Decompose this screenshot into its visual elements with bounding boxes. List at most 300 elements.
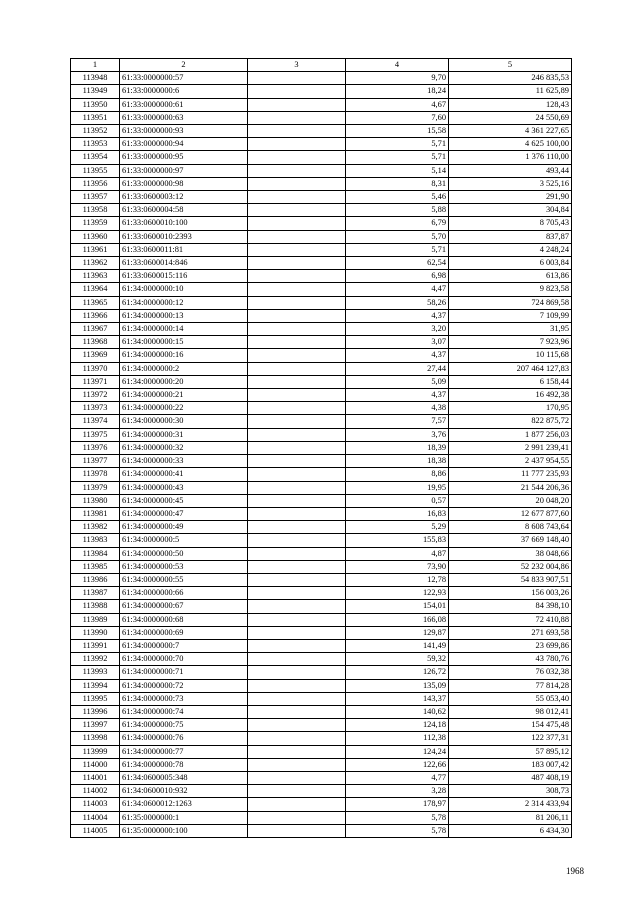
table-row <box>71 521 572 534</box>
table-cell-col-3 <box>248 415 346 428</box>
table-cell-col-3 <box>248 191 346 204</box>
table-cell-col-5: 1 877 256,03 <box>449 428 572 441</box>
table-cell-col-1: 113951 <box>71 111 120 124</box>
table-cell-col-2: 61:34:0000000:69 <box>120 626 248 639</box>
table-cell-col-3 <box>248 204 346 217</box>
table-cell-col-2: 61:34:0000000:70 <box>120 653 248 666</box>
table-cell-col-5: 16 492,38 <box>449 389 572 402</box>
table-cell-col-2: 61:34:0000000:22 <box>120 402 248 415</box>
header-col-2: 2 <box>120 59 248 72</box>
table-cell-col-3 <box>248 587 346 600</box>
table-cell-col-2: 61:33:0600010:2393 <box>120 230 248 243</box>
table-cell-col-2: 61:34:0000000:13 <box>120 309 248 322</box>
table-cell-col-4: 124,24 <box>346 745 449 758</box>
table-cell-col-1: 113948 <box>71 72 120 85</box>
table-cell-col-5: 37 669 148,40 <box>449 534 572 547</box>
table-cell-col-4: 3,76 <box>346 428 449 441</box>
table-cell-col-2: 61:34:0000000:43 <box>120 481 248 494</box>
table-cell-col-1: 113971 <box>71 375 120 388</box>
table-cell-col-2: 61:34:0000000:76 <box>120 732 248 745</box>
table-row <box>71 243 572 256</box>
table-cell-col-2: 61:34:0000000:53 <box>120 560 248 573</box>
table-cell-col-4: 5,71 <box>346 243 449 256</box>
table-cell-col-2: 61:34:0000000:20 <box>120 375 248 388</box>
table-cell-col-1: 113994 <box>71 679 120 692</box>
table-cell-col-3 <box>248 666 346 679</box>
table-row <box>71 230 572 243</box>
table-cell-col-4: 9,70 <box>346 72 449 85</box>
table-cell-col-4: 5,14 <box>346 164 449 177</box>
table-cell-col-1: 113995 <box>71 692 120 705</box>
table-cell-col-3 <box>248 507 346 520</box>
table-cell-col-4: 4,47 <box>346 283 449 296</box>
table-cell-col-5: 183 007,42 <box>449 758 572 771</box>
table-cell-col-5: 8 608 743,64 <box>449 521 572 534</box>
table-cell-col-5: 837,87 <box>449 230 572 243</box>
table-cell-col-1: 114002 <box>71 785 120 798</box>
table-cell-col-1: 114005 <box>71 824 120 837</box>
table-cell-col-2: 61:35:0000000:100 <box>120 824 248 837</box>
table-cell-col-1: 113966 <box>71 309 120 322</box>
table-cell-col-5: 724 869,58 <box>449 296 572 309</box>
table-cell-col-4: 18,39 <box>346 441 449 454</box>
table-cell-col-5: 4 248,24 <box>449 243 572 256</box>
table-cell-col-1: 113989 <box>71 613 120 626</box>
table-cell-col-1: 113990 <box>71 626 120 639</box>
table-cell-col-1: 113988 <box>71 600 120 613</box>
table-cell-col-2: 61:34:0000000:72 <box>120 679 248 692</box>
table-cell-col-5: 23 699,86 <box>449 639 572 652</box>
table-row <box>71 587 572 600</box>
table-row <box>71 362 572 375</box>
table-cell-col-3 <box>248 283 346 296</box>
table-cell-col-1: 113957 <box>71 191 120 204</box>
table-cell-col-4: 4,77 <box>346 771 449 784</box>
table-cell-col-3 <box>248 428 346 441</box>
table-cell-col-1: 113975 <box>71 428 120 441</box>
table-cell-col-5: 52 232 004,86 <box>449 560 572 573</box>
table-cell-col-3 <box>248 468 346 481</box>
table-cell-col-5: 613,86 <box>449 270 572 283</box>
table-cell-col-1: 113963 <box>71 270 120 283</box>
table-cell-col-4: 18,24 <box>346 85 449 98</box>
table-cell-col-5: 4 361 227,65 <box>449 125 572 138</box>
table-cell-col-1: 114001 <box>71 771 120 784</box>
table-row <box>71 191 572 204</box>
table-row <box>71 679 572 692</box>
table-row <box>71 481 572 494</box>
table-cell-col-1: 113965 <box>71 296 120 309</box>
table-cell-col-2: 61:33:0000000:97 <box>120 164 248 177</box>
table-cell-col-4: 73,90 <box>346 560 449 573</box>
table-cell-col-3 <box>248 138 346 151</box>
table-row <box>71 257 572 270</box>
table-cell-col-4: 126,72 <box>346 666 449 679</box>
table-cell-col-2: 61:34:0000000:45 <box>120 494 248 507</box>
table-cell-col-2: 61:34:0000000:66 <box>120 587 248 600</box>
table-cell-col-5: 12 677 877,60 <box>449 507 572 520</box>
table-cell-col-1: 113983 <box>71 534 120 547</box>
table-cell-col-2: 61:33:0000000:61 <box>120 98 248 111</box>
table-cell-col-2: 61:34:0000000:41 <box>120 468 248 481</box>
table-cell-col-3 <box>248 164 346 177</box>
table-cell-col-4: 135,09 <box>346 679 449 692</box>
table-cell-col-2: 61:34:0000000:33 <box>120 455 248 468</box>
table-cell-col-1: 113953 <box>71 138 120 151</box>
table-cell-col-2: 61:34:0000000:32 <box>120 441 248 454</box>
table-cell-col-3 <box>248 455 346 468</box>
table-cell-col-3 <box>248 375 346 388</box>
table-cell-col-4: 5,78 <box>346 824 449 837</box>
table-cell-col-3 <box>248 560 346 573</box>
table-cell-col-4: 16,83 <box>346 507 449 520</box>
table-cell-col-5: 308,73 <box>449 785 572 798</box>
table-row <box>71 534 572 547</box>
table-cell-col-1: 113956 <box>71 177 120 190</box>
table-cell-col-5: 8 705,43 <box>449 217 572 230</box>
table-cell-col-1: 113979 <box>71 481 120 494</box>
table-cell-col-3 <box>248 72 346 85</box>
table-cell-col-1: 113993 <box>71 666 120 679</box>
table-cell-col-4: 4,37 <box>346 389 449 402</box>
table-cell-col-5: 2 314 433,94 <box>449 798 572 811</box>
table-cell-col-3 <box>248 785 346 798</box>
table-cell-col-1: 113955 <box>71 164 120 177</box>
table-cell-col-3 <box>248 323 346 336</box>
table-cell-col-2: 61:34:0000000:30 <box>120 415 248 428</box>
table-cell-col-2: 61:33:0000000:95 <box>120 151 248 164</box>
table-cell-col-2: 61:35:0000000:1 <box>120 811 248 824</box>
table-cell-col-3 <box>248 798 346 811</box>
table-cell-col-2: 61:34:0600012:1263 <box>120 798 248 811</box>
table-cell-col-1: 113980 <box>71 494 120 507</box>
header-row <box>71 59 572 72</box>
table-cell-col-3 <box>248 389 346 402</box>
table-cell-col-3 <box>248 296 346 309</box>
table-cell-col-1: 113986 <box>71 573 120 586</box>
table-cell-col-2: 61:33:0000000:93 <box>120 125 248 138</box>
table-cell-col-4: 5,78 <box>346 811 449 824</box>
table-cell-col-5: 271 693,58 <box>449 626 572 639</box>
table-row <box>71 164 572 177</box>
table-cell-col-2: 61:34:0000000:31 <box>120 428 248 441</box>
table-row <box>71 270 572 283</box>
table-cell-col-4: 5,29 <box>346 521 449 534</box>
table-cell-col-3 <box>248 85 346 98</box>
table-row <box>71 798 572 811</box>
table-row <box>71 151 572 164</box>
table-cell-col-5: 11 625,89 <box>449 85 572 98</box>
header-col-1: 1 <box>71 59 120 72</box>
table-cell-col-4: 122,93 <box>346 587 449 600</box>
table-row <box>71 85 572 98</box>
table-cell-col-5: 6 158,44 <box>449 375 572 388</box>
table-cell-col-1: 113992 <box>71 653 120 666</box>
table-cell-col-3 <box>248 811 346 824</box>
table-cell-col-5: 24 550,69 <box>449 111 572 124</box>
table-cell-col-3 <box>248 243 346 256</box>
table-cell-col-1: 113976 <box>71 441 120 454</box>
table-row <box>71 309 572 322</box>
table-cell-col-2: 61:34:0000000:75 <box>120 719 248 732</box>
header-col-5: 5 <box>449 59 572 72</box>
table-cell-col-3 <box>248 626 346 639</box>
table-cell-col-3 <box>248 692 346 705</box>
table-row <box>71 98 572 111</box>
table-cell-col-1: 113991 <box>71 639 120 652</box>
table-row <box>71 349 572 362</box>
table-cell-col-5: 122 377,31 <box>449 732 572 745</box>
table-cell-col-4: 140,62 <box>346 705 449 718</box>
table-row <box>71 217 572 230</box>
table-cell-col-2: 61:34:0000000:5 <box>120 534 248 547</box>
table-cell-col-1: 114003 <box>71 798 120 811</box>
table-cell-col-1: 113999 <box>71 745 120 758</box>
table-row <box>71 705 572 718</box>
table-cell-col-5: 31,95 <box>449 323 572 336</box>
table-row <box>71 204 572 217</box>
table-cell-col-1: 114004 <box>71 811 120 824</box>
table-cell-col-5: 10 115,68 <box>449 349 572 362</box>
table-cell-col-4: 178,97 <box>346 798 449 811</box>
table-cell-col-3 <box>248 362 346 375</box>
table-cell-col-1: 113974 <box>71 415 120 428</box>
table-cell-col-2: 61:33:0600003:12 <box>120 191 248 204</box>
table-row <box>71 560 572 573</box>
header-col-4: 4 <box>346 59 449 72</box>
table-cell-col-2: 61:34:0000000:77 <box>120 745 248 758</box>
table-cell-col-3 <box>248 547 346 560</box>
table-row <box>71 692 572 705</box>
table-cell-col-3 <box>248 771 346 784</box>
table-cell-col-4: 4,37 <box>346 349 449 362</box>
table-cell-col-5: 9 823,58 <box>449 283 572 296</box>
table-cell-col-1: 113949 <box>71 85 120 98</box>
table-row <box>71 653 572 666</box>
table-cell-col-1: 113972 <box>71 389 120 402</box>
table-cell-col-2: 61:34:0000000:7 <box>120 639 248 652</box>
table-cell-col-4: 8,31 <box>346 177 449 190</box>
table-cell-col-4: 0,57 <box>346 494 449 507</box>
table-cell-col-3 <box>248 349 346 362</box>
table-cell-col-4: 59,32 <box>346 653 449 666</box>
table-cell-col-1: 113997 <box>71 719 120 732</box>
table-cell-col-2: 61:33:0600015:116 <box>120 270 248 283</box>
table-cell-col-2: 61:34:0000000:21 <box>120 389 248 402</box>
table-cell-col-5: 54 833 907,51 <box>449 573 572 586</box>
table-row <box>71 745 572 758</box>
table-cell-col-3 <box>248 270 346 283</box>
table-row <box>71 811 572 824</box>
table-cell-col-2: 61:34:0000000:12 <box>120 296 248 309</box>
table-row <box>71 758 572 771</box>
table-row <box>71 626 572 639</box>
table-cell-col-3 <box>248 613 346 626</box>
table-cell-col-3 <box>248 679 346 692</box>
table-cell-col-2: 61:34:0000000:14 <box>120 323 248 336</box>
table-cell-col-5: 246 835,53 <box>449 72 572 85</box>
table-cell-col-4: 18,38 <box>346 455 449 468</box>
table-cell-col-2: 61:33:0000000:94 <box>120 138 248 151</box>
table-cell-col-3 <box>248 151 346 164</box>
table-cell-col-4: 112,38 <box>346 732 449 745</box>
table-cell-col-4: 143,37 <box>346 692 449 705</box>
table-cell-col-4: 154,01 <box>346 600 449 613</box>
table-cell-col-4: 3,07 <box>346 336 449 349</box>
table-cell-col-1: 113984 <box>71 547 120 560</box>
table-cell-col-5: 7 923,96 <box>449 336 572 349</box>
table-cell-col-2: 61:34:0000000:2 <box>120 362 248 375</box>
table-cell-col-4: 27,44 <box>346 362 449 375</box>
page-number: 1968 <box>566 866 584 876</box>
table-cell-col-3 <box>248 745 346 758</box>
table-cell-col-2: 61:33:0600010:100 <box>120 217 248 230</box>
table-cell-col-3 <box>248 98 346 111</box>
table-cell-col-4: 12,78 <box>346 573 449 586</box>
table-cell-col-3 <box>248 336 346 349</box>
table-row <box>71 771 572 784</box>
table-cell-col-4: 8,86 <box>346 468 449 481</box>
table-body <box>71 72 572 838</box>
table-cell-col-5: 3 525,16 <box>449 177 572 190</box>
table-cell-col-5: 11 777 235,93 <box>449 468 572 481</box>
table-row <box>71 639 572 652</box>
table-cell-col-4: 3,28 <box>346 785 449 798</box>
table-cell-col-2: 61:33:0000000:57 <box>120 72 248 85</box>
table-cell-col-3 <box>248 481 346 494</box>
table-cell-col-3 <box>248 177 346 190</box>
table-cell-col-4: 166,08 <box>346 613 449 626</box>
table-cell-col-4: 4,37 <box>346 309 449 322</box>
table-cell-col-5: 20 048,20 <box>449 494 572 507</box>
table-cell-col-3 <box>248 534 346 547</box>
table-cell-col-2: 61:33:0600004:58 <box>120 204 248 217</box>
table-cell-col-2: 61:34:0000000:68 <box>120 613 248 626</box>
table-cell-col-2: 61:34:0000000:10 <box>120 283 248 296</box>
table-cell-col-5: 6 434,30 <box>449 824 572 837</box>
table-row <box>71 111 572 124</box>
table-row <box>71 428 572 441</box>
table-row <box>71 375 572 388</box>
data-table <box>70 58 572 838</box>
table-cell-col-1: 114000 <box>71 758 120 771</box>
table-cell-col-5: 21 544 206,36 <box>449 481 572 494</box>
table-cell-col-2: 61:34:0000000:47 <box>120 507 248 520</box>
table-row <box>71 547 572 560</box>
table-cell-col-5: 4 625 100,00 <box>449 138 572 151</box>
table-cell-col-2: 61:33:0600014:846 <box>120 257 248 270</box>
table-cell-col-3 <box>248 230 346 243</box>
table-cell-col-2: 61:33:0600011:81 <box>120 243 248 256</box>
table-cell-col-5: 57 895,12 <box>449 745 572 758</box>
table-cell-col-2: 61:33:0000000:6 <box>120 85 248 98</box>
table-cell-col-5: 156 003,26 <box>449 587 572 600</box>
table-row <box>71 283 572 296</box>
table-cell-col-2: 61:34:0000000:78 <box>120 758 248 771</box>
table-cell-col-3 <box>248 111 346 124</box>
table-cell-col-1: 113981 <box>71 507 120 520</box>
table-cell-col-3 <box>248 653 346 666</box>
table-cell-col-3 <box>248 732 346 745</box>
table-row <box>71 824 572 837</box>
table-cell-col-4: 3,20 <box>346 323 449 336</box>
table-cell-col-1: 113950 <box>71 98 120 111</box>
table-cell-col-4: 4,38 <box>346 402 449 415</box>
table-cell-col-5: 2 991 239,41 <box>449 441 572 454</box>
table-cell-col-4: 124,18 <box>346 719 449 732</box>
table-cell-col-5: 822 875,72 <box>449 415 572 428</box>
table-cell-col-4: 5,70 <box>346 230 449 243</box>
table-cell-col-4: 155,83 <box>346 534 449 547</box>
table-row <box>71 296 572 309</box>
table-cell-col-2: 61:34:0000000:73 <box>120 692 248 705</box>
table-row <box>71 785 572 798</box>
header-col-3: 3 <box>248 59 346 72</box>
table-cell-col-1: 113964 <box>71 283 120 296</box>
table-cell-col-2: 61:34:0000000:55 <box>120 573 248 586</box>
table-cell-col-5: 43 780,76 <box>449 653 572 666</box>
table-row <box>71 177 572 190</box>
table-cell-col-1: 113961 <box>71 243 120 256</box>
table-cell-col-5: 170,95 <box>449 402 572 415</box>
table-cell-col-2: 61:33:0000000:63 <box>120 111 248 124</box>
table-row <box>71 389 572 402</box>
table-cell-col-5: 7 109,99 <box>449 309 572 322</box>
table-row <box>71 323 572 336</box>
table-row <box>71 507 572 520</box>
table-cell-col-5: 55 053,40 <box>449 692 572 705</box>
table-cell-col-2: 61:34:0000000:67 <box>120 600 248 613</box>
table-cell-col-4: 7,60 <box>346 111 449 124</box>
table-cell-col-5: 98 012,41 <box>449 705 572 718</box>
table-row <box>71 494 572 507</box>
table-cell-col-3 <box>248 600 346 613</box>
table-cell-col-5: 81 206,11 <box>449 811 572 824</box>
table-row <box>71 732 572 745</box>
table-cell-col-3 <box>248 573 346 586</box>
table-row <box>71 415 572 428</box>
table-cell-col-1: 113970 <box>71 362 120 375</box>
table-cell-col-4: 5,88 <box>346 204 449 217</box>
table-row <box>71 613 572 626</box>
table-cell-col-2: 61:34:0600010:932 <box>120 785 248 798</box>
table-cell-col-1: 113982 <box>71 521 120 534</box>
table-cell-col-3 <box>248 309 346 322</box>
table-cell-col-5: 493,44 <box>449 164 572 177</box>
table-cell-col-3 <box>248 639 346 652</box>
table-row <box>71 455 572 468</box>
table-cell-col-5: 84 398,10 <box>449 600 572 613</box>
table-cell-col-5: 72 410,88 <box>449 613 572 626</box>
table-cell-col-2: 61:34:0600005:348 <box>120 771 248 784</box>
table-cell-col-4: 129,87 <box>346 626 449 639</box>
table-cell-col-4: 4,87 <box>346 547 449 560</box>
table-cell-col-4: 5,71 <box>346 151 449 164</box>
table-cell-col-5: 154 475,48 <box>449 719 572 732</box>
table-cell-col-5: 6 003,84 <box>449 257 572 270</box>
table-cell-col-4: 58,26 <box>346 296 449 309</box>
table-cell-col-1: 113973 <box>71 402 120 415</box>
table-cell-col-2: 61:34:0000000:50 <box>120 547 248 560</box>
table-cell-col-5: 77 814,28 <box>449 679 572 692</box>
table-cell-col-3 <box>248 494 346 507</box>
table-cell-col-5: 2 437 954,55 <box>449 455 572 468</box>
table-cell-col-3 <box>248 824 346 837</box>
table-cell-col-3 <box>248 705 346 718</box>
table-cell-col-1: 113987 <box>71 587 120 600</box>
table-cell-col-4: 6,79 <box>346 217 449 230</box>
table-cell-col-1: 113977 <box>71 455 120 468</box>
